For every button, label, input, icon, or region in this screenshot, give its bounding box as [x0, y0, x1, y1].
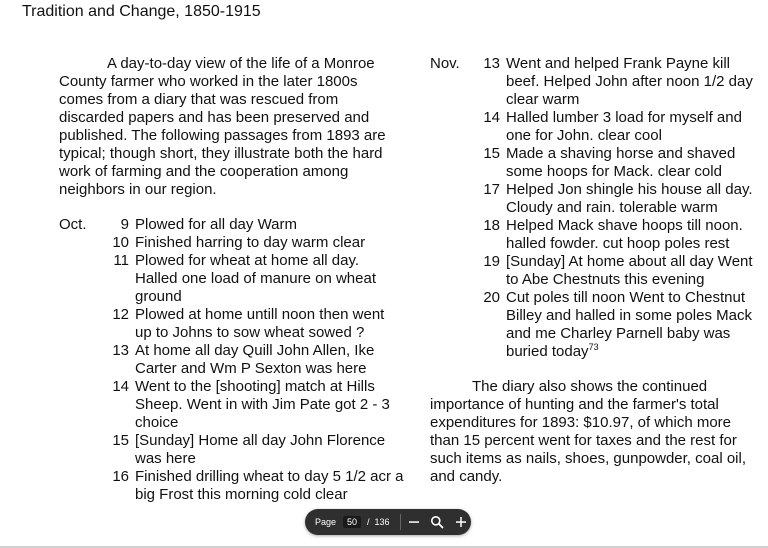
diary-entry [430, 217, 760, 253]
entry-day: 19 [483, 253, 500, 270]
entry-day: 14 [112, 378, 129, 395]
page-header: Tradition and Change, 1850-1915 [22, 3, 261, 20]
entry-day: 15 [112, 432, 129, 449]
entry-day: 15 [483, 145, 500, 162]
entry-day: 13 [483, 55, 500, 72]
entry-text [506, 145, 760, 181]
minus-icon [408, 516, 420, 528]
right-column [430, 55, 760, 486]
diary-entry [430, 145, 760, 181]
entry-text [135, 378, 404, 432]
entry-text-content: Helped Jon shingle his house all day. Cloudy and rain. tolerable warm [506, 181, 753, 216]
diary-entry [430, 181, 760, 217]
toolbar-divider [400, 514, 401, 530]
footnote-reference: 73 [588, 342, 599, 352]
search-button[interactable] [427, 511, 448, 533]
entry-text-content: Halled lumber 3 load for myself and one for John. clear cool [506, 109, 742, 144]
entry-text [135, 468, 404, 504]
entry-text [506, 217, 760, 253]
diary-entry [430, 253, 760, 289]
diary-entry [430, 109, 760, 145]
entry-text-content: Went and helped Frank Payne kill beef. Helped John after noon 1/2 day clear warm [506, 55, 753, 108]
diary-entry [59, 342, 404, 378]
entry-day: 18 [483, 217, 500, 234]
entry-month [59, 468, 104, 504]
entry-text [506, 109, 760, 145]
entry-text [135, 216, 404, 234]
entry-text [506, 55, 760, 109]
entry-day: 9 [120, 216, 129, 233]
entry-text [135, 342, 404, 378]
entry-text-content: Finished harring to day warm clear [135, 234, 366, 251]
entry-text-content: Plowed for wheat at home all day. Halled one load of manure on wheat ground [135, 252, 376, 305]
diary-entry [59, 306, 404, 342]
plus-icon [455, 516, 467, 528]
entry-month [59, 342, 104, 378]
entry-month [430, 109, 475, 145]
diary-entry [59, 216, 404, 234]
diary-entry [59, 234, 404, 252]
entry-text [506, 289, 760, 361]
entry-day: 13 [112, 342, 129, 359]
entry-month [430, 145, 475, 181]
entry-month: Oct. [59, 216, 87, 233]
entry-text-content: [Sunday] At home about all day Went to Abe Chestnuts this evening [506, 253, 753, 288]
entry-text [135, 306, 404, 342]
diary-entry [59, 252, 404, 306]
entry-text-content: Plowed for all day Warm [135, 216, 297, 233]
entry-month [59, 252, 104, 306]
entry-text [135, 432, 404, 468]
entry-text-content: Made a shaving horse and shaved some hoops for Mack. clear cold [506, 145, 736, 180]
diary-entry [430, 55, 760, 109]
entry-text-content: Finished drilling wheat to day 5 1/2 acr a big Frost this morning cold clear [135, 468, 404, 503]
entry-month [59, 378, 104, 432]
entry-text-content: At home all day Quill John Allen, Ike Carter and Wm P Sexton was here [135, 342, 375, 377]
october-diary-entries [59, 216, 404, 504]
entry-text [506, 181, 760, 217]
entry-text-content: [Sunday] Home all day John Florence was here [135, 432, 386, 467]
entry-text-content: Helped Mack shave hoops till noon. halled fowder. cut hoop poles rest [506, 217, 743, 252]
entry-day: 14 [483, 109, 500, 126]
page-separator: / [367, 517, 370, 527]
entry-month [430, 253, 475, 289]
entry-month [59, 306, 104, 342]
left-column [59, 55, 404, 504]
zoom-out-button[interactable] [404, 511, 425, 533]
entry-day: 12 [112, 306, 129, 323]
intro-paragraph: A day-to-day view of the life of a Monroe County farmer who worked in the later 1800s comes from a diary that was rescued from discarded papers and has been preserved and published. The following passages from 1893 are typical; though short, they illustrate both the hard work of farming and the cooperation among neighbors in our region. [59, 55, 386, 198]
entry-month [59, 432, 104, 468]
diary-entry [59, 432, 404, 468]
page-number-input[interactable]: 50 [343, 516, 361, 528]
entry-day: 10 [112, 234, 129, 251]
entry-text-content: Cut poles till noon Went to Chestnut Billey and halled in some poles Mack and me Charley Parnell baby was buried today [506, 289, 752, 360]
entry-text-content: Plowed at home untill noon then went up to Johns to sow wheat sowed ? [135, 306, 385, 341]
magnifier-icon [430, 515, 444, 529]
entry-month [59, 234, 104, 252]
entry-day: 20 [483, 289, 500, 306]
page-label: Page [315, 517, 337, 527]
entry-text-content: Went to the [shooting] match at Hills Sheep. Went in with Jim Pate got 2 - 3 choice [135, 378, 390, 431]
entry-month: Nov. [430, 55, 460, 72]
entry-day: 11 [113, 252, 129, 269]
november-diary-entries [430, 55, 760, 361]
page-toolbar [305, 509, 471, 535]
entry-month [430, 217, 475, 253]
diary-entry [59, 378, 404, 432]
entry-day: 17 [483, 181, 500, 198]
diary-entry [430, 289, 760, 361]
zoom-in-button[interactable] [451, 511, 472, 533]
entry-text [135, 252, 404, 306]
entry-text [506, 253, 760, 289]
entry-month [430, 289, 475, 361]
page-total: 136 [374, 517, 390, 527]
closing-paragraph: The diary also shows the continued importance of hunting and the farmer's total expenditures for 1893: $10.97, of which more than 15 percent went for taxes and the rest for such items as nails, shoes, gunpowder, coal oil, and candy. [430, 378, 747, 485]
entry-day: 16 [112, 468, 129, 485]
diary-entry [59, 468, 404, 504]
entry-month [430, 181, 475, 217]
entry-text [135, 234, 404, 252]
